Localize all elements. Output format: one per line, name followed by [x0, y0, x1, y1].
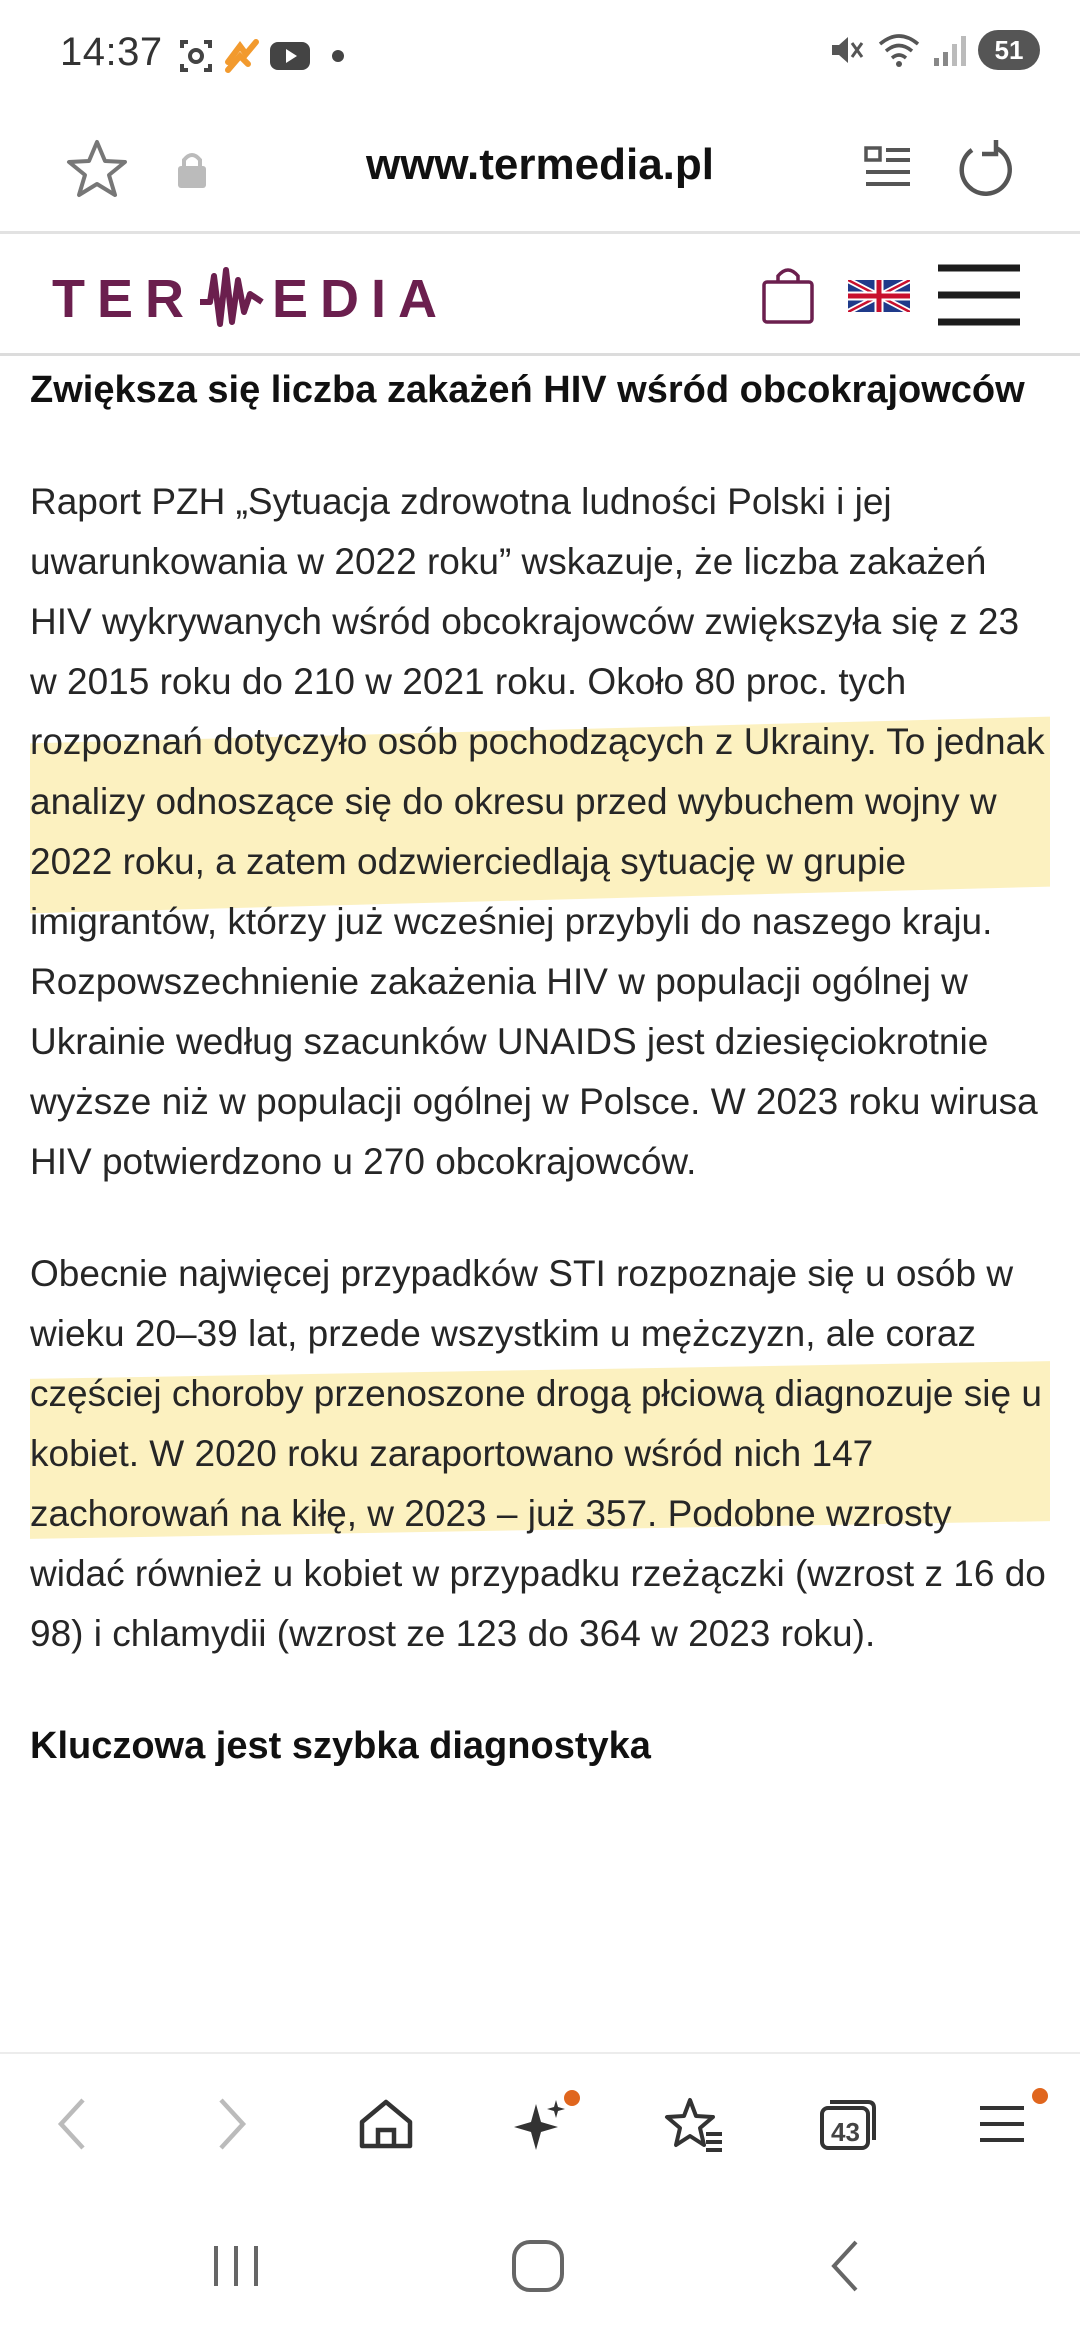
signal-icon	[932, 30, 968, 70]
menu-icon	[972, 2094, 1032, 2154]
mute-icon	[826, 30, 866, 70]
back-icon	[49, 2094, 99, 2154]
url-text[interactable]: www.termedia.pl	[365, 140, 714, 189]
browser-toolbar	[0, 2052, 1080, 2192]
recent-apps-icon[interactable]	[206, 2236, 266, 2296]
ai-sparkle-icon	[510, 2094, 570, 2154]
article-paragraph-2: Obecnie najwięcej przypadków STI rozpoznaje się u osób w wieku 20–39 lat, przede wszystkim u mężczyzn, ale coraz częściej choroby przenoszone drogą płciową diagnozuje się u kobiet. W 2020 roku zaraportowano wśród nich 147 zachorowań na kiłę, w 2023 – już 357. Podobne wzrosty widać również u kobiet w przypadku rzeżączki (wzrost z 16 do 98) i chlamydii (wzrost ze 123 do 364 w 2023 roku).	[30, 1253, 1046, 1654]
tabs-button[interactable]	[798, 2074, 898, 2174]
article-subheading: Kluczowa jest szybka diagnostyka	[30, 1725, 651, 1767]
notification-dot	[564, 2090, 580, 2106]
hamburger-menu-icon[interactable]	[936, 262, 1022, 328]
uk-flag-icon[interactable]	[848, 280, 910, 312]
site-header	[0, 236, 1080, 356]
reader-mode-icon[interactable]	[862, 134, 914, 204]
forward-button[interactable]	[180, 2074, 280, 2174]
system-navigation-bar	[0, 2192, 1080, 2340]
article-paragraph-1: Raport PZH „Sytuacja zdrowotna ludności Polski i jej uwarunkowania w 2022 roku” wskazuje, że liczba zakażeń HIV wykrywanych wśród obcokrajowców zwiększyła się z 23 w 2015 roku do 210 w 2021 roku. Około 80 proc. tych rozpoznań dotyczyło osób pochodzących z Ukrainy. To jednak analizy odnoszące się do okresu przed wybuchem wojny w 2022 roku, a zatem odzwierciedlają sytuację w grupie imigrantów, którzy już wcześniej przybyli do naszego kraju. Rozpowszechnienie zakażenia HIV w populacji ogólnej w Ukrainie według szacunków UNAIDS jest dziesięciokrotnie wyższe niż w populacji ogólnej w Polsce. W 2023 roku wirusa HIV potwierdzono u 270 obcokrajowców.	[30, 481, 1045, 1182]
forward-icon	[205, 2094, 255, 2154]
home-button-icon[interactable]	[506, 2236, 570, 2296]
browser-url-bar	[0, 110, 1080, 234]
status-bar	[0, 0, 1080, 110]
wifi-icon	[876, 30, 922, 70]
system-back-icon[interactable]	[816, 2236, 876, 2296]
back-button[interactable]	[24, 2074, 124, 2174]
home-icon	[356, 2094, 416, 2154]
tab-count: 43	[831, 2117, 860, 2147]
app-notification-icon	[222, 36, 262, 76]
termedia-logo[interactable]	[52, 266, 449, 332]
article-heading: Zwiększa się liczba zakażeń HIV wśród obcokrajowców	[30, 369, 1025, 411]
logo-text-left: TER	[52, 269, 196, 329]
article-content	[30, 360, 1050, 2050]
reload-icon[interactable]	[952, 134, 1016, 204]
logo-m-waveform-icon	[196, 266, 266, 332]
ai-assistant-button[interactable]	[490, 2074, 590, 2174]
shopping-bag-icon[interactable]	[760, 264, 816, 326]
browser-menu-button[interactable]	[952, 2074, 1052, 2174]
bookmarks-icon	[662, 2094, 726, 2154]
youtube-icon	[268, 36, 312, 76]
status-time: 14:37	[60, 30, 163, 74]
dot-icon	[330, 36, 346, 76]
screenshot-icon	[176, 36, 216, 76]
home-button[interactable]	[336, 2074, 436, 2174]
battery-indicator: 51	[978, 30, 1040, 70]
logo-text-right: EDIA	[272, 269, 450, 329]
bookmarks-button[interactable]	[644, 2074, 744, 2174]
notification-dot	[1032, 2088, 1048, 2104]
